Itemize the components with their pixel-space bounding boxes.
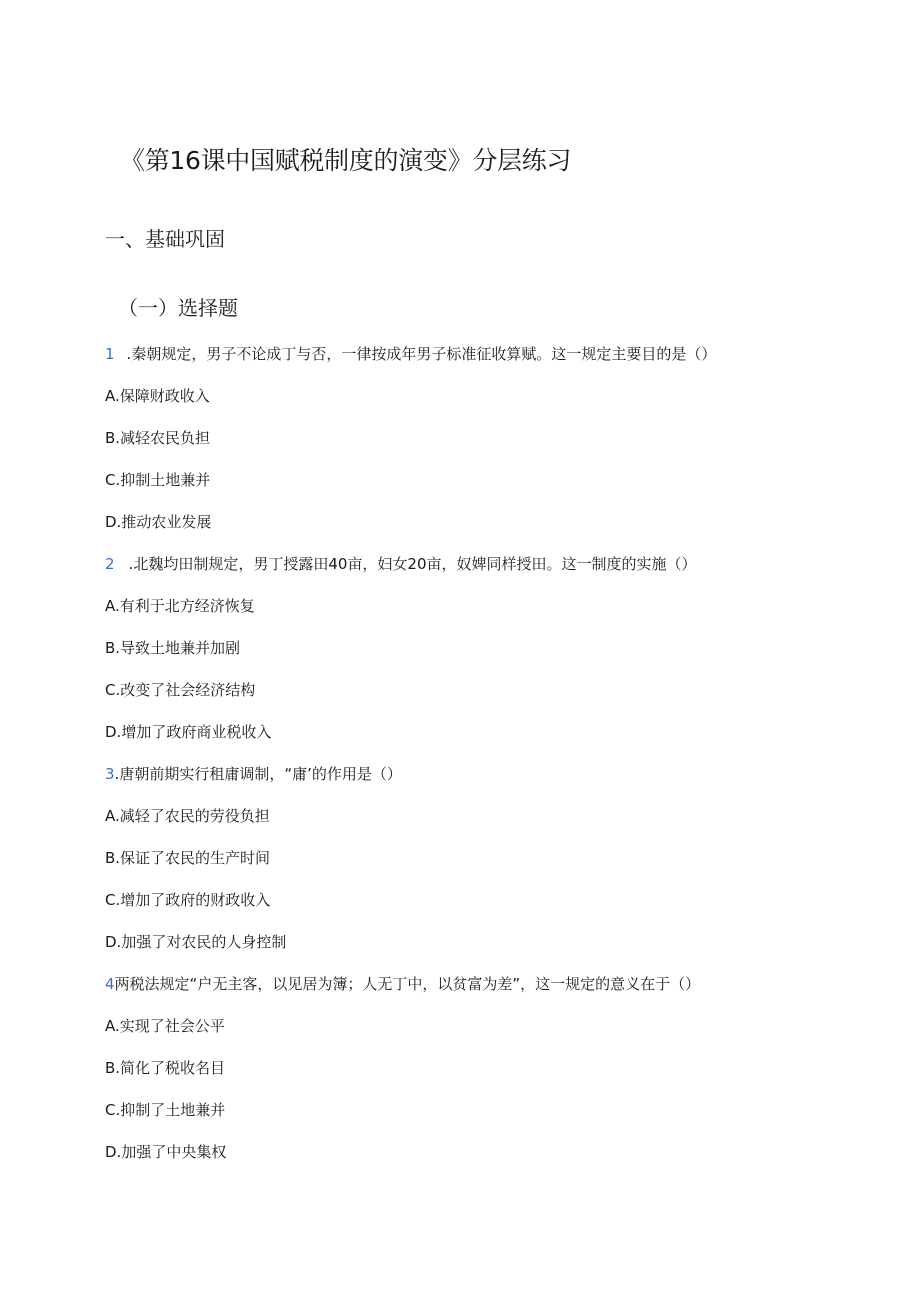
option-1c: C.抑制土地兼并 [105,471,211,489]
document-title: 《第16课中国赋税制度的演变》分层练习 [120,146,572,175]
option-4b: B.简化了税收名目 [105,1059,226,1077]
option-1b: B.减轻农民负担 [105,429,211,447]
option-1d: D.推动农业发展 [105,513,212,531]
section-heading: 一、基础巩固 [105,227,225,251]
question-number: 3 [105,765,115,783]
option-2d: D.增加了政府商业税收入 [105,723,272,741]
question-4 [105,973,700,995]
question-stem: .北魏均田制规定，男丁授露田40亩，妇女20亩，奴婢同样授田。这一制度的实施（） [128,555,697,573]
question-2 [105,553,697,575]
question-number: 2 [105,555,115,573]
option-4a: A.实现了社会公平 [105,1017,225,1035]
question-number: 1 [105,345,115,363]
option-3d: D.加强了对农民的人身控制 [105,933,287,951]
option-3b: B.保证了农民的生产时间 [105,849,271,867]
option-2a: A.有利于北方经济恢复 [105,597,255,615]
option-3c: C.增加了政府的财政收入 [105,891,271,909]
option-3a: A.减轻了农民的劳役负担 [105,807,270,825]
option-1a: A.保障财政收入 [105,387,210,405]
question-number: 4 [105,975,115,993]
option-4d: D.加强了中央集权 [105,1143,227,1161]
question-3 [105,763,402,785]
option-2b: B.导致土地兼并加剧 [105,639,241,657]
question-1 [105,343,716,365]
question-stem: .秦朝规定，男子不论成丁与否，一律按成年男子标准征收算赋。这一规定主要目的是（） [126,345,717,363]
option-4c: C.抑制了土地兼并 [105,1101,226,1119]
question-stem: 两税法规定“户无主客，以见居为簿；人无丁中，以贫富为差”，这一规定的意义在于（） [114,975,701,993]
option-2c: C.改变了社会经济结构 [105,681,256,699]
subsection-heading: （一）选择题 [118,296,238,320]
question-stem: .唐朝前期实行租庸调制，“庸’的作用是（） [114,765,402,783]
